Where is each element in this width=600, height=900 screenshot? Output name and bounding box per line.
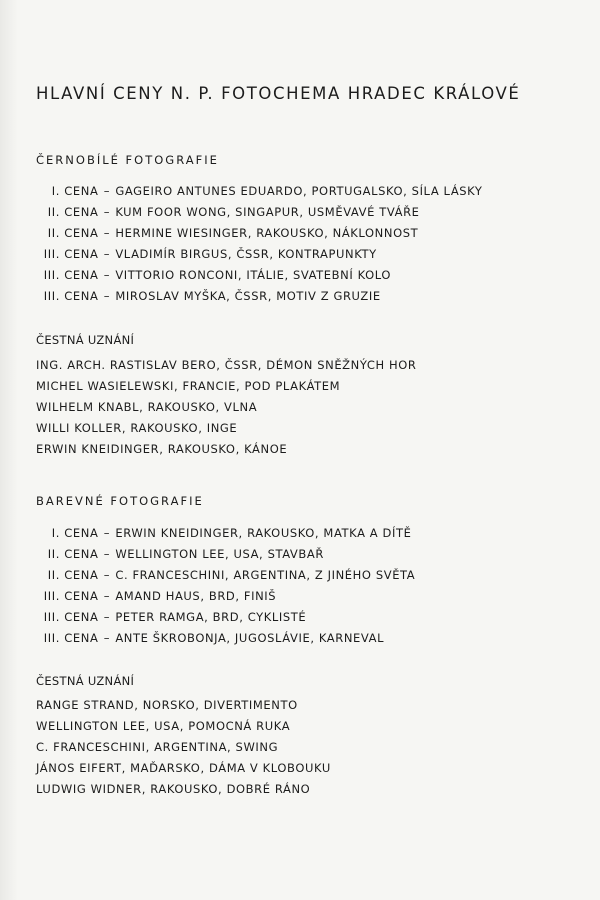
prize-entry [36, 181, 483, 202]
honorable-entry: WILLI KOLLER, RAKOUSKO, INGE [36, 421, 238, 435]
prize-rank: II. [47, 547, 60, 561]
honorable-entry: WILHELM KNABL, RAKOUSKO, VLNA [36, 400, 258, 414]
honorable-entry: JÁNOS EIFERT, MAĎARSKO, DÁMA V KLOBOUKU [36, 761, 331, 775]
prize-winner: VITTORIO RONCONI, ITÁLIE, SVATEBNÍ KOLO [115, 268, 392, 282]
prize-label: CENA [64, 247, 99, 261]
prize-winner: ERWIN KNEIDINGER, RAKOUSKO, MATKA A DÍTĚ [115, 526, 412, 540]
honorable-mentions-heading: ČESTNÁ UZNÁNÍ [36, 333, 135, 347]
prize-rank: III. [43, 247, 60, 261]
prize-rank: III. [43, 631, 60, 645]
dash-separator: – [103, 184, 111, 198]
prize-entry [36, 286, 483, 307]
prize-entry [36, 202, 483, 223]
honorable-entry: LUDWIG WIDNER, RAKOUSKO, DOBRÉ RÁNO [36, 782, 311, 796]
prize-winner: PETER RAMGA, BRD, CYKLISTÉ [115, 610, 307, 624]
prize-label: CENA [64, 268, 99, 282]
dash-separator: – [103, 568, 111, 582]
prize-entry [36, 607, 415, 628]
prize-list-colour [36, 523, 415, 649]
honorable-entry: WELLINGTON LEE, USA, POMOCNÁ RUKA [36, 719, 291, 733]
prize-winner: HERMINE WIESINGER, RAKOUSKO, NÁKLONNOST [115, 226, 419, 240]
prize-rank: III. [43, 289, 60, 303]
prize-list-black-white [36, 181, 483, 307]
page-title: HLAVNÍ CENY N. P. FOTOCHEMA HRADEC KRÁLOVÉ [36, 84, 521, 103]
prize-label: CENA [64, 547, 99, 561]
prize-rank: III. [43, 268, 60, 282]
dash-separator: – [103, 589, 111, 603]
prize-label: CENA [64, 289, 99, 303]
prize-label: CENA [64, 526, 99, 540]
prize-winner: ANTE ŠKROBONJA, JUGOSLÁVIE, KARNEVAL [115, 631, 385, 645]
dash-separator: – [103, 526, 111, 540]
prize-entry [36, 523, 415, 544]
prize-entry [36, 544, 415, 565]
dash-separator: – [103, 631, 111, 645]
prize-entry [36, 244, 483, 265]
prize-winner: MIROSLAV MYŠKA, ČSSR, MOTIV Z GRUZIE [115, 289, 381, 303]
section-heading-colour: BAREVNÉ FOTOGRAFIE [36, 494, 204, 508]
prize-entry [36, 628, 415, 649]
honorable-list-black-white [36, 355, 416, 460]
prize-label: CENA [64, 631, 99, 645]
prize-rank: II. [47, 568, 60, 582]
page-edge-shadow [0, 0, 18, 900]
prize-winner: WELLINGTON LEE, USA, STAVBAŘ [115, 547, 324, 561]
prize-rank: II. [47, 226, 60, 240]
prize-entry [36, 586, 415, 607]
honorable-entry: ERWIN KNEIDINGER, RAKOUSKO, KÁNOE [36, 442, 288, 456]
dash-separator: – [103, 205, 111, 219]
prize-label: CENA [64, 568, 99, 582]
prize-rank: I. [51, 184, 60, 198]
prize-winner: GAGEIRO ANTUNES EDUARDO, PORTUGALSKO, SÍLA LÁSKY [115, 184, 483, 198]
prize-rank: III. [43, 610, 60, 624]
dash-separator: – [103, 268, 111, 282]
honorable-mentions-heading: ČESTNÁ UZNÁNÍ [36, 674, 135, 688]
honorable-entry: C. FRANCESCHINI, ARGENTINA, SWING [36, 740, 279, 754]
dash-separator: – [103, 289, 111, 303]
dash-separator: – [103, 247, 111, 261]
prize-label: CENA [64, 226, 99, 240]
prize-label: CENA [64, 610, 99, 624]
prize-rank: I. [51, 526, 60, 540]
prize-entry [36, 565, 415, 586]
honorable-entry: ING. ARCH. RASTISLAV BERO, ČSSR, DÉMON SNĚŽNÝCH HOR [36, 358, 417, 372]
dash-separator: – [103, 547, 111, 561]
prize-rank: III. [43, 589, 60, 603]
honorable-entry: RANGE STRAND, NORSKO, DIVERTIMENTO [36, 698, 298, 712]
prize-winner: C. FRANCESCHINI, ARGENTINA, Z JINÉHO SVĚTA [115, 568, 416, 582]
prize-winner: VLADIMÍR BIRGUS, ČSSR, KONTRAPUNKTY [115, 247, 377, 261]
honorable-list-colour [36, 695, 331, 800]
prize-label: CENA [64, 589, 99, 603]
dash-separator: – [103, 226, 111, 240]
prize-label: CENA [64, 205, 99, 219]
prize-rank: II. [47, 205, 60, 219]
prize-winner: AMAND HAUS, BRD, FINIŠ [115, 589, 277, 603]
prize-winner: KUM FOOR WONG, SINGAPUR, USMĚVAVÉ TVÁŘE [115, 205, 420, 219]
section-heading-black-white: ČERNOBÍLÉ FOTOGRAFIE [36, 153, 219, 167]
prize-entry [36, 223, 483, 244]
honorable-entry: MICHEL WASIELEWSKI, FRANCIE, POD PLAKÁTEM [36, 379, 341, 393]
prize-label: CENA [64, 184, 99, 198]
prize-entry [36, 265, 483, 286]
dash-separator: – [103, 610, 111, 624]
